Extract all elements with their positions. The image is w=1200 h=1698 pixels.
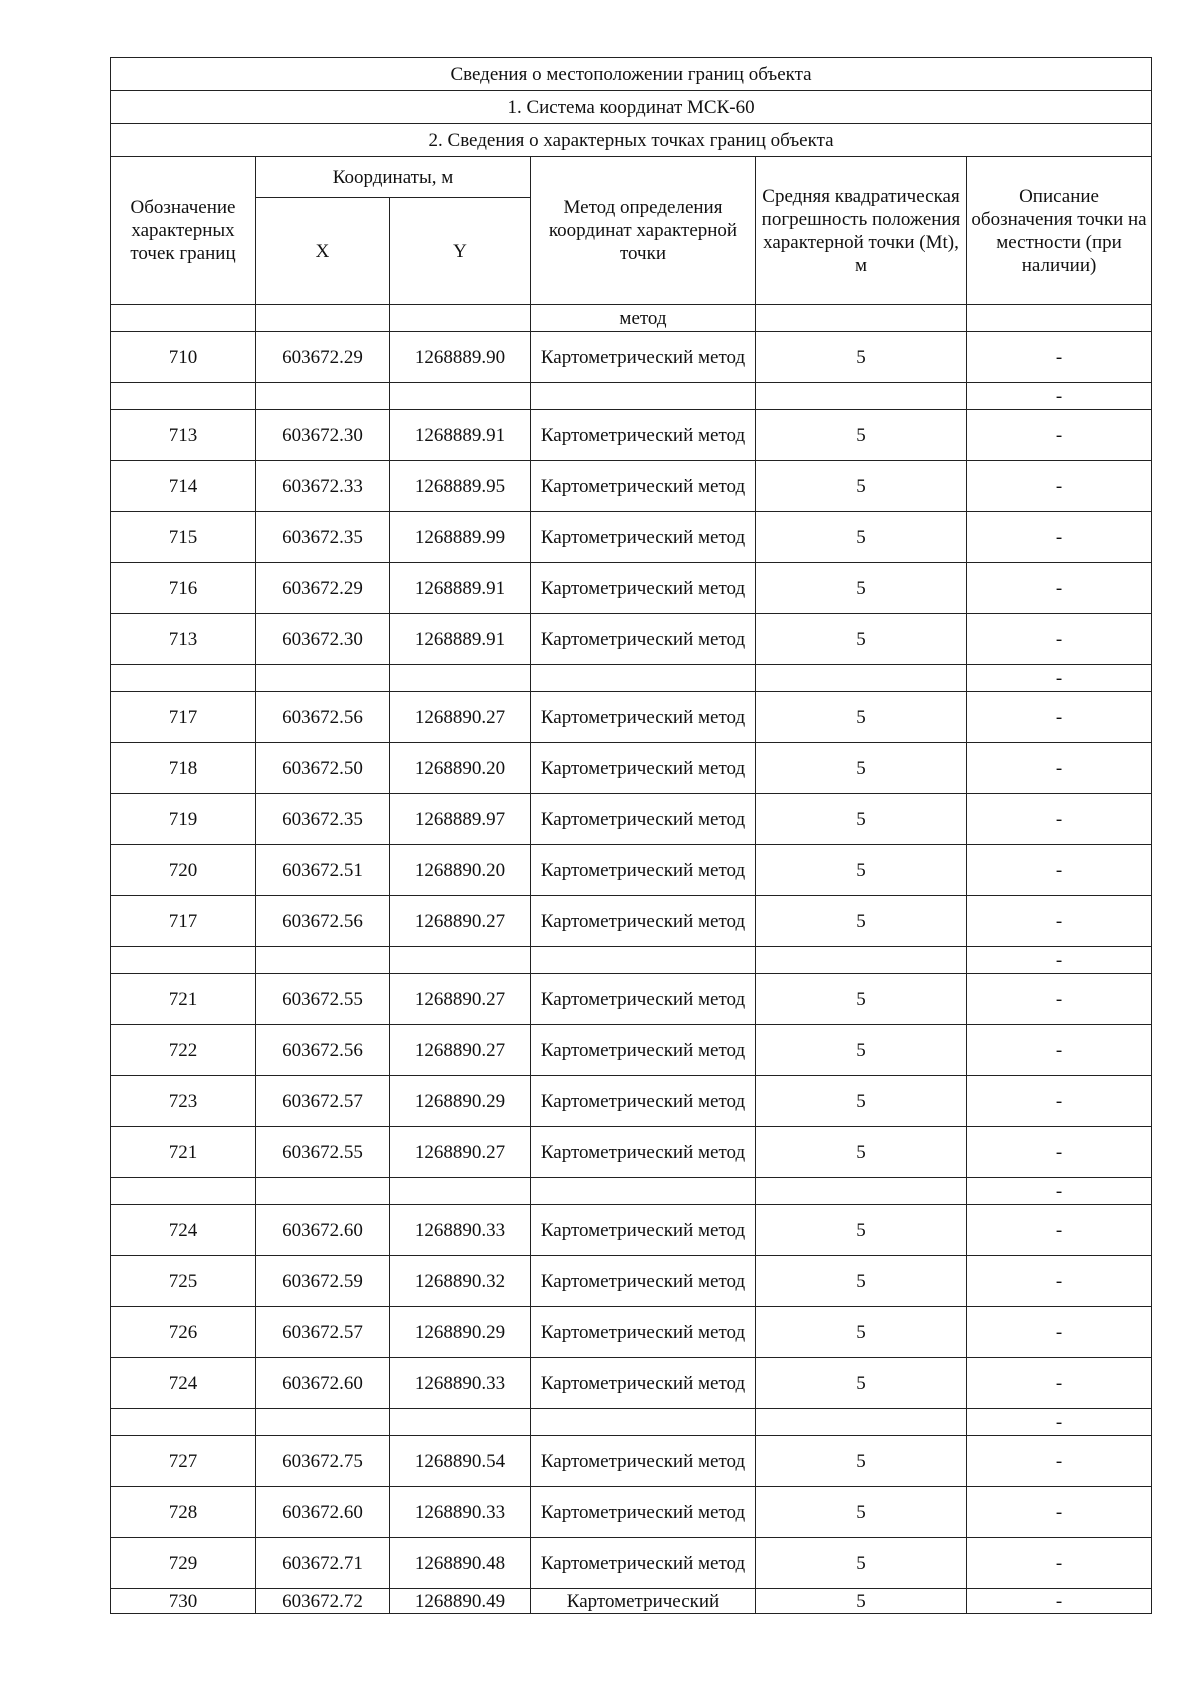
cell-empty <box>531 383 756 410</box>
title-row-1 <box>111 58 1152 91</box>
point-number: 724 <box>111 1205 256 1256</box>
method-text: Картометрический метод <box>540 628 746 650</box>
point-number: 715 <box>111 512 256 563</box>
method-text: Картометрический метод <box>540 424 746 446</box>
cell-empty <box>111 665 256 692</box>
coordinate-y: 1268890.29 <box>390 1076 531 1127</box>
method-text: Картометрический метод <box>540 808 746 830</box>
separator-row <box>111 665 1152 692</box>
method-text: Картометрический метод <box>540 346 746 368</box>
mean-error: 5 <box>756 1205 967 1256</box>
method-text: Картометрический метод <box>540 526 746 548</box>
table-row <box>111 1256 1152 1307</box>
point-description: - <box>967 845 1152 896</box>
coordinate-x: 603672.30 <box>256 410 390 461</box>
mean-error: 5 <box>756 692 967 743</box>
coordinate-y: 1268889.99 <box>390 512 531 563</box>
coordinate-y: 1268890.27 <box>390 1025 531 1076</box>
coordinate-x: 603672.51 <box>256 845 390 896</box>
point-description: - <box>967 1025 1152 1076</box>
table-row <box>111 563 1152 614</box>
mean-error: 5 <box>756 845 967 896</box>
header-method: Метод определения координат характерной точки <box>531 157 756 305</box>
table-row <box>111 1436 1152 1487</box>
cell-empty <box>111 1409 256 1436</box>
title-coordinate-system: 1. Система координат МСК-60 <box>111 91 1152 124</box>
cell-empty <box>256 665 390 692</box>
method-cell <box>531 1307 756 1358</box>
cell-empty <box>756 947 967 974</box>
method-cell <box>531 461 756 512</box>
separator-row <box>111 1409 1152 1436</box>
table-row <box>111 1127 1152 1178</box>
cell-empty <box>111 947 256 974</box>
mean-error: 5 <box>756 794 967 845</box>
table-row <box>111 332 1152 383</box>
coordinate-x: 603672.35 <box>256 794 390 845</box>
cell-empty <box>256 305 390 332</box>
separator-row <box>111 1178 1152 1205</box>
point-description: - <box>967 1307 1152 1358</box>
method-text: Картометрический метод <box>540 1219 746 1241</box>
cell-empty <box>256 947 390 974</box>
method-cell <box>531 1538 756 1589</box>
table-row <box>111 743 1152 794</box>
point-description: - <box>967 1538 1152 1589</box>
mean-error: 5 <box>756 1076 967 1127</box>
mean-error: 5 <box>756 332 967 383</box>
point-number: 716 <box>111 563 256 614</box>
method-cell <box>531 1127 756 1178</box>
method-cell <box>531 1205 756 1256</box>
table-row <box>111 461 1152 512</box>
mean-error: 5 <box>756 974 967 1025</box>
point-description: - <box>967 665 1152 692</box>
method-text: Картометрический метод <box>540 577 746 599</box>
table-row <box>111 692 1152 743</box>
point-number: 710 <box>111 332 256 383</box>
cell-empty <box>390 665 531 692</box>
method-text: Картометрический метод <box>540 1090 746 1112</box>
coordinate-y: 1268890.48 <box>390 1538 531 1589</box>
method-text: Картометрический метод <box>540 1552 746 1574</box>
method-text: Картометрический метод <box>540 859 746 881</box>
coordinate-y: 1268889.95 <box>390 461 531 512</box>
mean-error: 5 <box>756 614 967 665</box>
cell-empty <box>256 1409 390 1436</box>
table-row <box>111 1076 1152 1127</box>
cell-empty <box>256 383 390 410</box>
mean-error: 5 <box>756 563 967 614</box>
cell-empty <box>111 383 256 410</box>
coordinate-y: 1268890.32 <box>390 1256 531 1307</box>
table-row <box>111 410 1152 461</box>
point-number: 722 <box>111 1025 256 1076</box>
method-text: Картометрический метод <box>540 988 746 1010</box>
point-number: 714 <box>111 461 256 512</box>
coordinate-y: 1268890.27 <box>390 1127 531 1178</box>
point-description: - <box>967 1178 1152 1205</box>
coordinate-y: 1268890.49 <box>390 1589 531 1614</box>
cell-empty <box>756 1178 967 1205</box>
point-number: 727 <box>111 1436 256 1487</box>
method-cell <box>531 1025 756 1076</box>
point-description: - <box>967 1205 1152 1256</box>
coordinate-y: 1268890.29 <box>390 1307 531 1358</box>
title-row-2 <box>111 91 1152 124</box>
coordinate-x: 603672.29 <box>256 332 390 383</box>
point-number: 717 <box>111 896 256 947</box>
table-row <box>111 614 1152 665</box>
table-row <box>111 1487 1152 1538</box>
point-description: - <box>967 332 1152 383</box>
point-description: - <box>967 1127 1152 1178</box>
coordinate-x: 603672.30 <box>256 614 390 665</box>
cell-empty <box>256 1178 390 1205</box>
table-row <box>111 794 1152 845</box>
point-number: 713 <box>111 410 256 461</box>
point-number: 725 <box>111 1256 256 1307</box>
method-cell <box>531 845 756 896</box>
cell-empty <box>756 383 967 410</box>
point-description: - <box>967 383 1152 410</box>
separator-row <box>111 947 1152 974</box>
continuation-method: метод <box>531 305 756 332</box>
method-cell <box>531 1589 756 1614</box>
coordinate-x: 603672.55 <box>256 1127 390 1178</box>
method-text: Картометрический метод <box>540 475 746 497</box>
cell-empty <box>390 1178 531 1205</box>
point-description: - <box>967 947 1152 974</box>
header-point-designation: Обозначение характерных точек границ <box>111 157 256 305</box>
method-cell <box>531 614 756 665</box>
table-row <box>111 974 1152 1025</box>
point-description: - <box>967 1076 1152 1127</box>
method-cell <box>531 692 756 743</box>
table-row <box>111 1538 1152 1589</box>
point-description: - <box>967 512 1152 563</box>
cell-empty <box>756 305 967 332</box>
mean-error: 5 <box>756 1538 967 1589</box>
method-cell <box>531 410 756 461</box>
method-text: Картометрический метод <box>540 1450 746 1472</box>
coordinate-x: 603672.56 <box>256 1025 390 1076</box>
method-cell <box>531 1256 756 1307</box>
title-boundaries-info: Сведения о местоположении границ объекта <box>111 58 1152 91</box>
point-description: - <box>967 743 1152 794</box>
title-row-3 <box>111 124 1152 157</box>
point-description: - <box>967 896 1152 947</box>
coordinate-x: 603672.29 <box>256 563 390 614</box>
coordinate-x: 603672.75 <box>256 1436 390 1487</box>
point-number: 721 <box>111 974 256 1025</box>
method-text: Картометрический метод <box>540 757 746 779</box>
coordinate-x: 603672.55 <box>256 974 390 1025</box>
mean-error: 5 <box>756 1589 967 1614</box>
coordinate-x: 603672.71 <box>256 1538 390 1589</box>
method-text: Картометрический метод <box>540 1501 746 1523</box>
method-text: Картометрический метод <box>540 1372 746 1394</box>
coordinate-y: 1268890.27 <box>390 974 531 1025</box>
coordinate-x: 603672.50 <box>256 743 390 794</box>
coordinate-x: 603672.60 <box>256 1358 390 1409</box>
method-cell <box>531 974 756 1025</box>
point-number: 721 <box>111 1127 256 1178</box>
mean-error: 5 <box>756 461 967 512</box>
point-description: - <box>967 1589 1152 1614</box>
point-description: - <box>967 1256 1152 1307</box>
method-cell <box>531 332 756 383</box>
method-text: Картометрический метод <box>540 1039 746 1061</box>
point-number: 729 <box>111 1538 256 1589</box>
point-description: - <box>967 410 1152 461</box>
coordinate-y: 1268889.97 <box>390 794 531 845</box>
cell-empty <box>390 305 531 332</box>
mean-error: 5 <box>756 1256 967 1307</box>
table-row <box>111 896 1152 947</box>
coordinate-y: 1268889.91 <box>390 614 531 665</box>
coordinate-y: 1268890.33 <box>390 1487 531 1538</box>
point-description: - <box>967 1409 1152 1436</box>
mean-error: 5 <box>756 1436 967 1487</box>
point-number: 726 <box>111 1307 256 1358</box>
header-row-1 <box>111 157 1152 198</box>
header-description: Описание обозначения точки на местности (при наличии) <box>967 157 1152 305</box>
point-number: 728 <box>111 1487 256 1538</box>
point-number: 718 <box>111 743 256 794</box>
mean-error: 5 <box>756 896 967 947</box>
point-number: 724 <box>111 1358 256 1409</box>
mean-error: 5 <box>756 1127 967 1178</box>
table-row <box>111 845 1152 896</box>
coordinate-x: 603672.33 <box>256 461 390 512</box>
header-y: Y <box>390 198 531 305</box>
mean-error: 5 <box>756 1487 967 1538</box>
coordinate-y: 1268890.33 <box>390 1205 531 1256</box>
coordinate-x: 603672.59 <box>256 1256 390 1307</box>
mean-error: 5 <box>756 1307 967 1358</box>
coordinate-x: 603672.60 <box>256 1205 390 1256</box>
coordinate-y: 1268889.91 <box>390 410 531 461</box>
method-cell <box>531 896 756 947</box>
method-text: Картометрический метод <box>540 1321 746 1343</box>
cell-empty <box>756 1409 967 1436</box>
point-description: - <box>967 614 1152 665</box>
mean-error: 5 <box>756 743 967 794</box>
header-x: X <box>256 198 390 305</box>
cell-empty <box>531 947 756 974</box>
method-cell <box>531 743 756 794</box>
point-description: - <box>967 692 1152 743</box>
coordinate-x: 603672.60 <box>256 1487 390 1538</box>
header-mean-error: Средняя квадратическая погрешность положения характерной точки (Mt), м <box>756 157 967 305</box>
boundary-points-table <box>110 57 1152 1614</box>
point-number: 723 <box>111 1076 256 1127</box>
cell-empty <box>756 665 967 692</box>
method-text: Картометрический метод <box>540 910 746 932</box>
coordinate-x: 603672.56 <box>256 896 390 947</box>
mean-error: 5 <box>756 1025 967 1076</box>
header-coordinates: Координаты, м <box>256 157 531 198</box>
mean-error: 5 <box>756 410 967 461</box>
mean-error: 5 <box>756 512 967 563</box>
method-cell <box>531 1436 756 1487</box>
cell-empty <box>967 305 1152 332</box>
continuation-row <box>111 305 1152 332</box>
cell-empty <box>111 305 256 332</box>
coordinate-x: 603672.72 <box>256 1589 390 1614</box>
table-row <box>111 1358 1152 1409</box>
coordinate-x: 603672.57 <box>256 1307 390 1358</box>
table-row <box>111 1025 1152 1076</box>
cell-empty <box>390 947 531 974</box>
table-row <box>111 1307 1152 1358</box>
point-description: - <box>967 461 1152 512</box>
point-description: - <box>967 794 1152 845</box>
coordinate-y: 1268890.27 <box>390 896 531 947</box>
method-cell <box>531 563 756 614</box>
coordinate-y: 1268890.54 <box>390 1436 531 1487</box>
coordinate-y: 1268890.20 <box>390 845 531 896</box>
title-points-info: 2. Сведения о характерных точках границ объекта <box>111 124 1152 157</box>
coordinate-y: 1268889.90 <box>390 332 531 383</box>
cell-empty <box>390 383 531 410</box>
coordinate-x: 603672.57 <box>256 1076 390 1127</box>
coordinate-x: 603672.35 <box>256 512 390 563</box>
point-number: 730 <box>111 1589 256 1614</box>
mean-error: 5 <box>756 1358 967 1409</box>
coordinate-x: 603672.56 <box>256 692 390 743</box>
point-number: 717 <box>111 692 256 743</box>
method-cell <box>531 512 756 563</box>
point-number: 719 <box>111 794 256 845</box>
method-text: Картометрический метод <box>540 1270 746 1292</box>
coordinate-y: 1268889.91 <box>390 563 531 614</box>
method-cell <box>531 1076 756 1127</box>
cell-empty <box>390 1409 531 1436</box>
table-row <box>111 1205 1152 1256</box>
point-description: - <box>967 1358 1152 1409</box>
cell-empty <box>531 1409 756 1436</box>
point-description: - <box>967 1487 1152 1538</box>
point-number: 720 <box>111 845 256 896</box>
cell-empty <box>531 665 756 692</box>
method-cell <box>531 1358 756 1409</box>
coordinate-y: 1268890.33 <box>390 1358 531 1409</box>
method-text: Картометрический метод <box>540 706 746 728</box>
method-cell <box>531 1487 756 1538</box>
table-row <box>111 1589 1152 1614</box>
separator-row <box>111 383 1152 410</box>
point-description: - <box>967 1436 1152 1487</box>
cell-empty <box>111 1178 256 1205</box>
method-text: Картометрический <box>566 1590 720 1612</box>
coordinate-y: 1268890.20 <box>390 743 531 794</box>
cell-empty <box>531 1178 756 1205</box>
point-description: - <box>967 974 1152 1025</box>
point-number: 713 <box>111 614 256 665</box>
coordinate-y: 1268890.27 <box>390 692 531 743</box>
method-text: Картометрический метод <box>540 1141 746 1163</box>
point-description: - <box>967 563 1152 614</box>
method-cell <box>531 794 756 845</box>
table-row <box>111 512 1152 563</box>
